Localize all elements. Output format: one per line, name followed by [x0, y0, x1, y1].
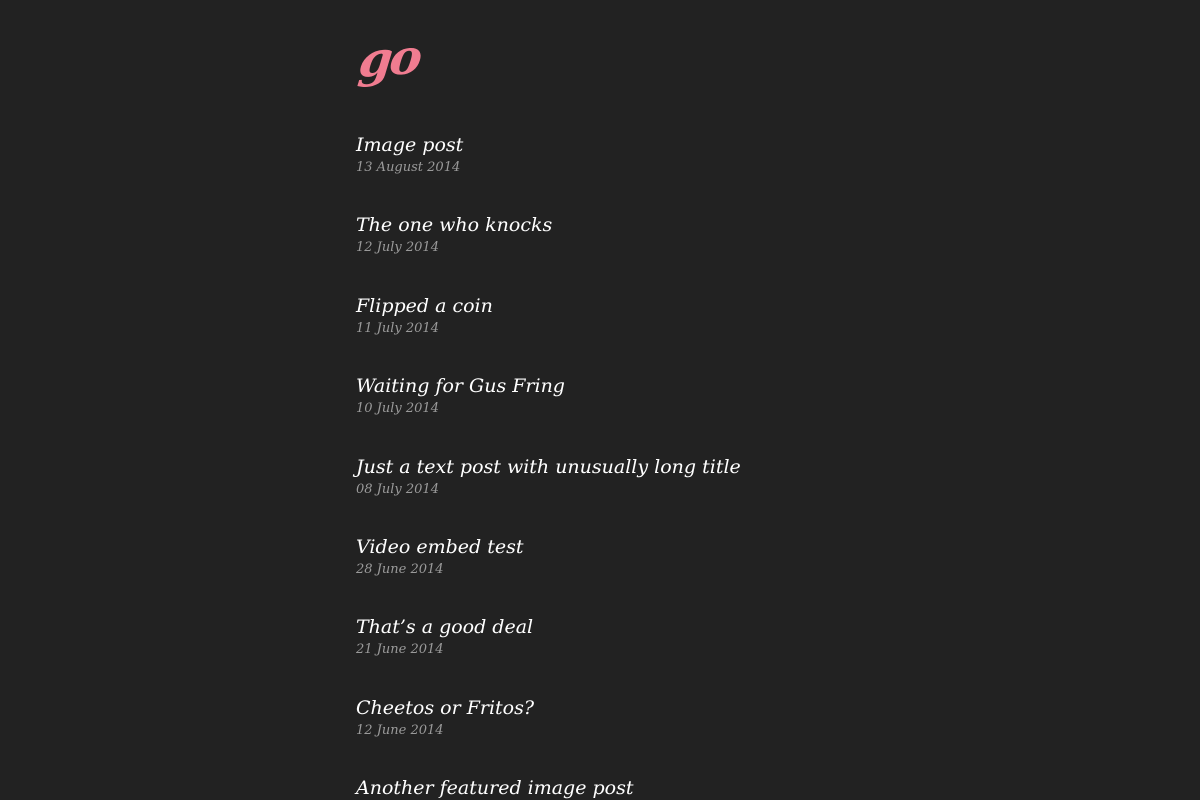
post-title-link[interactable]: Video embed test: [356, 535, 524, 558]
post-list-item: [356, 775, 956, 800]
post-date: 11 July 2014: [356, 320, 439, 336]
post-list-item: [356, 212, 956, 292]
post-title-link[interactable]: Cheetos or Fritos?: [356, 696, 535, 719]
post-list-item: [356, 454, 956, 534]
post-title-link[interactable]: Another featured image post: [356, 777, 634, 800]
post-date: 21 June 2014: [356, 642, 444, 658]
post-list: [356, 132, 956, 800]
post-date: 13 August 2014: [356, 160, 461, 175]
post-date: 12 June 2014: [356, 722, 444, 738]
site-logo[interactable]: go: [356, 28, 423, 89]
post-date: 12 July 2014: [356, 240, 439, 256]
post-title-link[interactable]: Waiting for Gus Fring: [356, 375, 565, 398]
post-list-item: [356, 695, 956, 775]
post-title-link[interactable]: That’s a good deal: [356, 616, 534, 639]
post-list-item: [356, 293, 956, 373]
post-date: 28 June 2014: [356, 561, 444, 577]
post-date: 10 July 2014: [356, 401, 439, 417]
post-title-link[interactable]: Just a text post with unusually long title: [356, 455, 741, 478]
post-title-link[interactable]: Image post: [356, 134, 464, 156]
post-list-item: [356, 534, 956, 614]
post-list-item: [356, 373, 956, 453]
post-list-item: [356, 614, 956, 694]
post-title-link[interactable]: Flipped a coin: [356, 294, 493, 317]
post-list-item: [356, 132, 956, 212]
post-date: 08 July 2014: [356, 481, 439, 497]
post-title-link[interactable]: The one who knocks: [356, 214, 553, 237]
